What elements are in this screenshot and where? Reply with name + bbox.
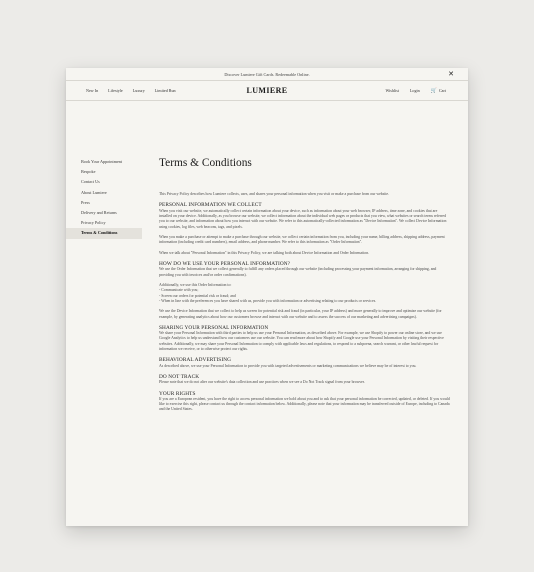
cart-icon: 🛒 (430, 87, 437, 94)
paragraph: When you visit our website, we automatically collect certain information about your device, such as information about your web browser, IP address, time zone, and cookies that are installed on your device. Additionally, as you browse our website, we collect information about the individual web pages or products that you view, what websites or search terms referred you to our website, and information about how you interact with our website. We refer to this automatically-collected information as "Device Information". We collect Device Information using cookies, log files, web beacons, tags, and pixels. (159, 208, 447, 229)
bullet-item: - When in line with the preferences you have shared with us, provide you with information or advertising relating to our products or services. (159, 298, 377, 303)
bullet-item: - Communicate with you; (159, 288, 199, 293)
sidebar-nav (66, 101, 158, 418)
page-title: Terms & Conditions (159, 157, 252, 169)
intro-paragraph: This Privacy Policy describes how Lumiere collects, uses, and shares your personal information when you visit or make a purchase from our website. (159, 192, 390, 196)
sidebar-item-contact-us[interactable]: Contact Us (81, 179, 100, 185)
section-heading: PERSONAL INFORMATION WE COLLECT (159, 202, 262, 209)
cart-label: Cart (438, 88, 446, 93)
nav-link-lifestyle[interactable]: Lifestyle (108, 88, 123, 93)
section-heading: YOUR RIGHTS (159, 390, 196, 397)
section-heading: SHARING YOUR PERSONAL INFORMATION (159, 324, 269, 331)
sidebar-item-delivery-returns[interactable]: Delivery and Returns (81, 209, 117, 215)
login-link[interactable]: Login (409, 88, 420, 93)
nav-link-limited-run[interactable]: Limited Run (154, 88, 176, 93)
sidebar-item-press[interactable]: Press (81, 199, 90, 205)
announcement-text[interactable]: Discover Lumiere Gift Cards. Redeemable Online. (224, 71, 310, 77)
paragraph: If you are a European resident, you have the right to access personal information we hold about you and to ask that your personal information be corrected, updated, or deleted. If you would like to exercise this right, please contact us through the contact information below. Additionally, please note that your information may be transferred outside of Europe, including to Canada and the United States. (159, 396, 450, 412)
cart-button[interactable] (431, 88, 446, 94)
paragraph: When we talk about "Personal Information" in this Privacy Policy, we are talking both about Device Information and Order Information. (159, 250, 370, 255)
sidebar-item-terms[interactable]: Terms & Conditions (66, 228, 142, 238)
wishlist-link[interactable]: Wishlist (385, 88, 399, 93)
paragraph: We use the Device Information that we collect to help us screen for potential risk and fraud (in particular, your IP address) and more generally to improve and optimize our website (for example, by generating analytics about how our customers browse and interact with our website and to assess the success of our marketing and advertising campaigns). (159, 309, 442, 319)
main-content (158, 101, 468, 418)
sidebar-item-privacy-policy[interactable]: Privacy Policy (81, 220, 106, 226)
paragraph: When you make a purchase or attempt to make a purchase through our website, we collect certain information from you, including your name, billing address, shipping address, payment information (including credit card numbers), email address, and phone number. We refer to this information as "Order Information". (159, 234, 445, 245)
close-icon[interactable]: ✕ (448, 70, 454, 78)
section-heading: BEHAVIORAL ADVERTISING (159, 357, 232, 364)
bullet-item: - Screen our orders for potential risk or fraud; and (159, 293, 236, 298)
nav-link-new-in[interactable]: New In (86, 88, 99, 93)
sidebar-item-bespoke[interactable]: Bespoke (81, 169, 96, 175)
brand-logo[interactable]: LUMIERE (246, 86, 288, 95)
section-heading: HOW DO WE USE YOUR PERSONAL INFORMATION? (159, 260, 291, 267)
section-heading: DO NOT TRACK (159, 374, 200, 381)
sidebar-item-book-appointment[interactable]: Book Your Appointment (81, 159, 123, 164)
announcement-bar (66, 68, 468, 81)
nav-link-luxury[interactable]: Luxury (132, 88, 145, 93)
paragraph: Please note that we do not alter our website's data collection and use practices when we see a Do Not Track signal from your browser. (159, 380, 365, 385)
browser-page (66, 68, 468, 526)
sidebar-item-about[interactable]: About Lumiere (81, 189, 107, 195)
paragraph: Additionally, we use this Order Information to: (159, 282, 232, 287)
paragraph: As described above, we use your Personal Information to provide you with targeted advertisements or marketing communications we believe may be of interest to you. (159, 363, 417, 368)
main-nav (66, 81, 468, 101)
paragraph: We use the Order Information that we collect generally to fulfill any orders placed through our website (including processing your payment information, arranging for shipping, and providing you with invoices and/or order confirmations). (159, 267, 437, 277)
paragraph: We share your Personal Information with third parties to help us use your Personal Information, as described above. For example, we use Shopify to power our online store, and we use Google Analytics to help us understand how our customers use our website. You can read more about how Shopify and Google use your Personal Information by visiting their respective websites. Additionally, we may share your Personal Information to comply with applicable laws and regulations, to respond to a subpoena, search warrant, or other lawful request for information we receive, or to otherwise protect our rights. (159, 331, 444, 352)
